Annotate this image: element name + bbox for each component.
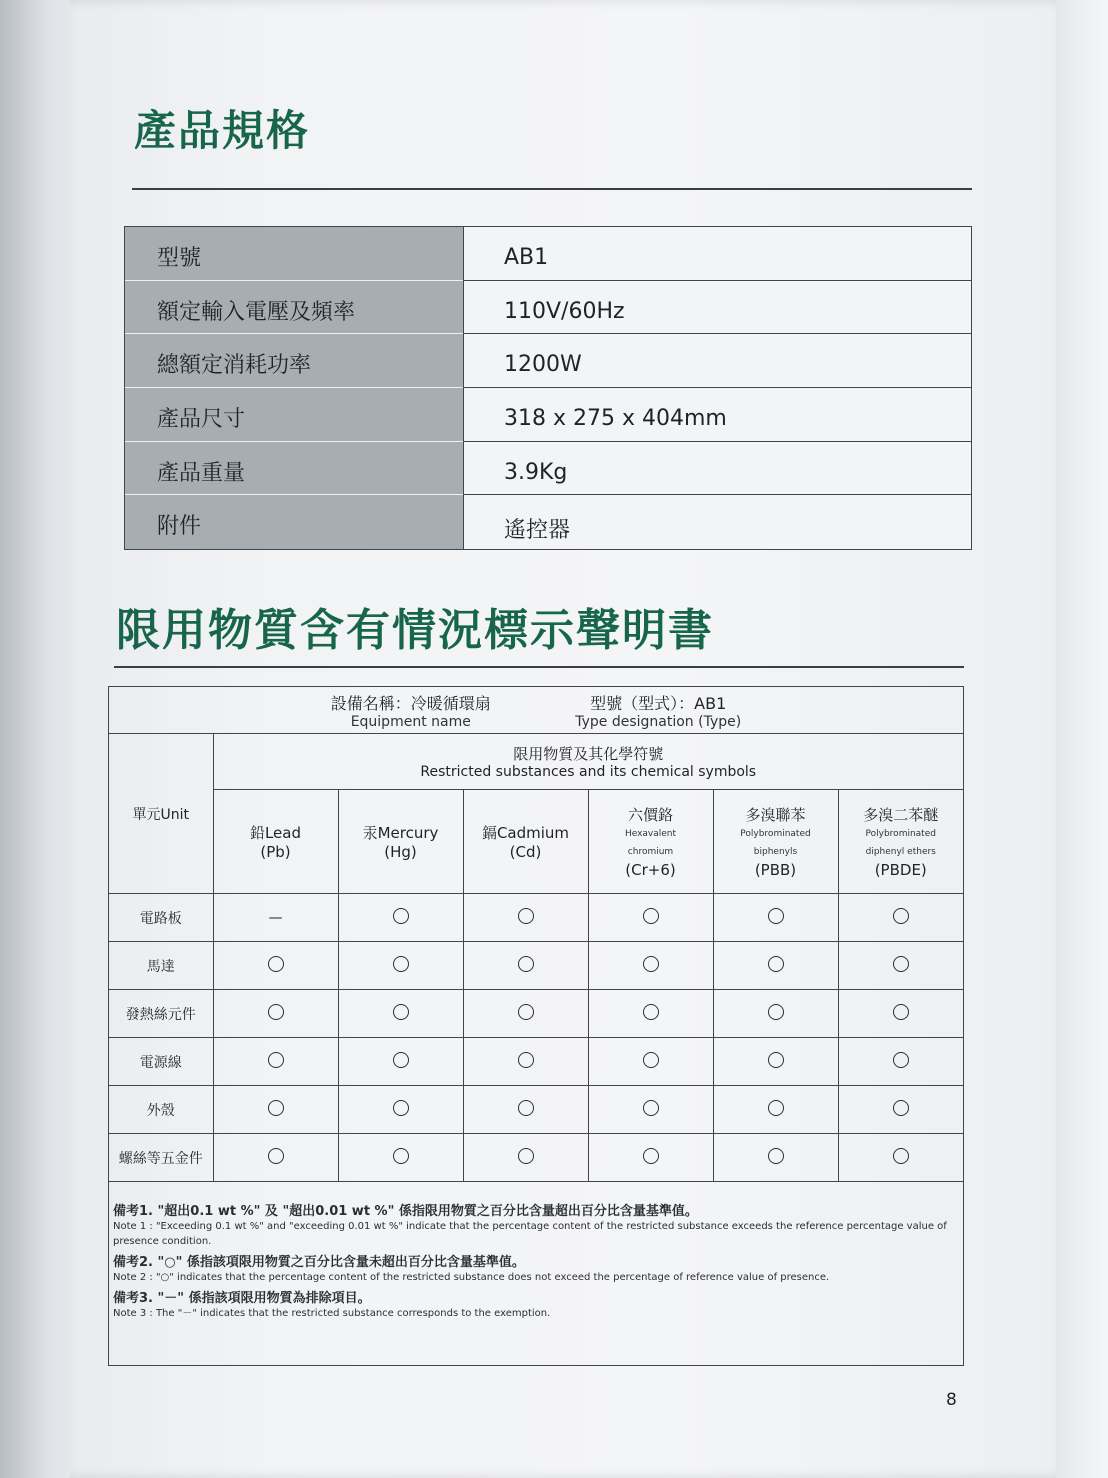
not-exceed-mark (463, 894, 588, 942)
circle-icon (893, 1052, 909, 1068)
declaration-title-rule (114, 666, 964, 668)
circle-icon (268, 1052, 284, 1068)
note-2-en: Note 2 : "○" indicates that the percentage content of the restricted substance does not exceed the percentage of reference value of presence. (113, 1272, 830, 1283)
not-exceed-mark (213, 942, 338, 990)
circle-icon (893, 1100, 909, 1116)
not-exceed-mark (463, 990, 588, 1038)
table-row (109, 894, 963, 942)
col-lead: 鉛Lead (Pb) (213, 790, 338, 894)
circle-icon (768, 956, 784, 972)
note-1-zh: 備考1. "超出0.1 wt %" 及 "超出0.01 wt %" 係指限用物質之百分比含量超出百分比含量基準值。 (113, 1204, 698, 1219)
not-exceed-mark (338, 990, 463, 1038)
circle-icon (518, 1148, 534, 1164)
circle-icon (893, 1004, 909, 1020)
spec-value: 3.9Kg (463, 442, 971, 496)
specs-title: 產品規格 (134, 106, 311, 155)
not-exceed-mark (588, 894, 713, 942)
not-exceed-mark (713, 1134, 838, 1182)
rohs-table (108, 686, 964, 1366)
spec-value: AB1 (463, 227, 971, 281)
not-exceed-mark (338, 1086, 463, 1134)
spec-key: 額定輸入電壓及頻率 (125, 281, 463, 335)
spec-key: 產品尺寸 (125, 388, 463, 442)
not-exceed-mark (463, 942, 588, 990)
circle-icon (768, 1100, 784, 1116)
col-pbde: 多溴二苯醚 Polybrominated diphenyl ethers (PBDE) (838, 790, 963, 894)
col-cadmium: 鎘Cadmium (Cd) (463, 790, 588, 894)
exemption-mark: — (213, 894, 338, 942)
not-exceed-mark (463, 1134, 588, 1182)
not-exceed-mark (838, 1134, 963, 1182)
circle-icon (643, 1100, 659, 1116)
row-label: 電路板 (109, 894, 213, 942)
table-row (109, 1086, 963, 1134)
row-label: 馬達 (109, 942, 213, 990)
circle-icon (393, 1148, 409, 1164)
circle-icon (768, 1004, 784, 1020)
not-exceed-mark (838, 894, 963, 942)
not-exceed-mark (338, 942, 463, 990)
spec-value: 110V/60Hz (463, 281, 971, 335)
equipment-name-en: Equipment name (350, 713, 471, 730)
substances-header-zh: 限用物質及其化學符號 (513, 745, 664, 763)
col-mercury: 汞Mercury (Hg) (338, 790, 463, 894)
spec-value: 遙控器 (463, 495, 971, 549)
spec-table (124, 226, 972, 550)
row-label: 電源線 (109, 1038, 213, 1086)
circle-icon (393, 908, 409, 924)
circle-icon (518, 908, 534, 924)
not-exceed-mark (588, 1038, 713, 1086)
row-label: 外殼 (109, 1086, 213, 1134)
not-exceed-mark (713, 1038, 838, 1086)
not-exceed-mark (213, 1038, 338, 1086)
table-row (109, 1038, 963, 1086)
binding-gutter (0, 0, 80, 1478)
circle-icon (268, 1100, 284, 1116)
not-exceed-mark (463, 1038, 588, 1086)
circle-icon (518, 1004, 534, 1020)
not-exceed-mark (338, 1134, 463, 1182)
not-exceed-mark (338, 894, 463, 942)
circle-icon (643, 956, 659, 972)
circle-icon (393, 1004, 409, 1020)
circle-icon (768, 1052, 784, 1068)
circle-icon (643, 908, 659, 924)
col-hexavalent-chromium: 六價鉻 Hexavalent chromium (Cr+6) (588, 790, 713, 894)
circle-icon (393, 1100, 409, 1116)
not-exceed-mark (713, 990, 838, 1038)
not-exceed-mark (463, 1086, 588, 1134)
not-exceed-mark (713, 942, 838, 990)
unit-header: 單元Unit (109, 734, 213, 894)
not-exceed-mark (713, 1086, 838, 1134)
circle-icon (268, 1148, 284, 1164)
not-exceed-mark (838, 990, 963, 1038)
spec-key: 產品重量 (125, 442, 463, 496)
circle-icon (768, 1148, 784, 1164)
circle-icon (518, 1052, 534, 1068)
specs-title-rule (132, 188, 972, 190)
note-1-en: Note 1 : "Exceeding 0.1 wt %" and "exceeding 0.01 wt %" indicate that the percentage content of the restricted substance exceeds the reference percentage value of presence condition. (113, 1221, 947, 1247)
not-exceed-mark (838, 1086, 963, 1134)
not-exceed-mark (588, 1086, 713, 1134)
type-designation-en: Type designation (Type) (575, 713, 742, 730)
col-pbb: 多溴聯苯 Polybrominated biphenyls (PBB) (713, 790, 838, 894)
circle-icon (393, 1052, 409, 1068)
circle-icon (893, 956, 909, 972)
equipment-name-zh: 設備名稱：冷暖循環扇 (330, 693, 491, 713)
circle-icon (768, 908, 784, 924)
not-exceed-mark (213, 1134, 338, 1182)
circle-icon (643, 1004, 659, 1020)
not-exceed-mark (213, 990, 338, 1038)
circle-icon (643, 1052, 659, 1068)
page-edge (1056, 0, 1108, 1478)
not-exceed-mark (713, 894, 838, 942)
table-row (109, 1134, 963, 1182)
page-number: 8 (946, 1390, 957, 1410)
row-label: 螺絲等五金件 (109, 1134, 213, 1182)
note-3-en: Note 3 : The "－" indicates that the restricted substance corresponds to the exemption. (113, 1308, 551, 1319)
note-2-zh: 備考2. "○" 係指該項限用物質之百分比含量未超出百分比含量基準值。 (113, 1255, 525, 1270)
spec-key: 總額定消耗功率 (125, 334, 463, 388)
table-row (109, 990, 963, 1038)
circle-icon (893, 908, 909, 924)
not-exceed-mark (838, 1038, 963, 1086)
circle-icon (268, 956, 284, 972)
table-row (109, 942, 963, 990)
circle-icon (268, 1004, 284, 1020)
not-exceed-mark (213, 1086, 338, 1134)
not-exceed-mark (588, 942, 713, 990)
spec-value: 318 x 275 x 404mm (463, 388, 971, 442)
spec-key: 附件 (125, 495, 463, 549)
row-label: 發熱絲元件 (109, 990, 213, 1038)
notes (109, 1182, 963, 1321)
circle-icon (893, 1148, 909, 1164)
type-designation-zh: 型號（型式）：AB1 (590, 693, 727, 713)
not-exceed-mark (338, 1038, 463, 1086)
circle-icon (518, 1100, 534, 1116)
note-3-zh: 備考3. "－" 係指該項限用物質為排除項目。 (113, 1291, 371, 1306)
circle-icon (393, 956, 409, 972)
not-exceed-mark (838, 942, 963, 990)
substances-header-en: Restricted substances and its chemical symbols (420, 764, 757, 780)
spec-key: 型號 (125, 227, 463, 281)
circle-icon (518, 956, 534, 972)
circle-icon (643, 1148, 659, 1164)
declaration-title: 限用物質含有情況標示聲明書 (116, 605, 714, 656)
spec-value: 1200W (463, 334, 971, 388)
not-exceed-mark (588, 990, 713, 1038)
not-exceed-mark (588, 1134, 713, 1182)
